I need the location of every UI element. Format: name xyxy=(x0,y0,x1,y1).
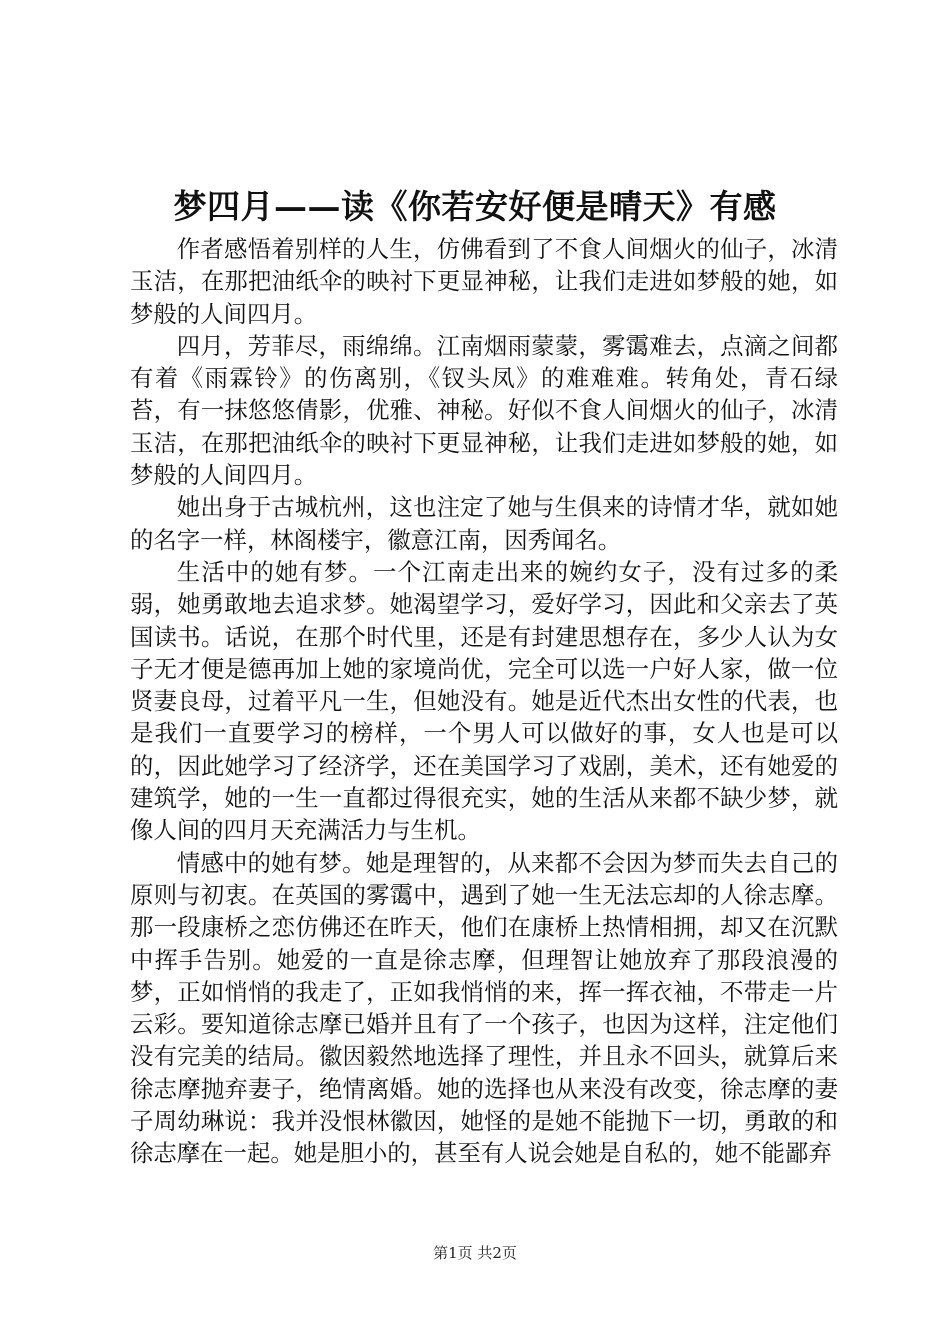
paragraph-1: 作者感悟着别样的人生，仿佛看到了不食人间烟火的仙子，冰清玉洁，在那把油纸伞的映衬下更显神秘，让我们走进如梦般的她，如梦般的人间四月。 xyxy=(130,235,838,328)
paragraph-4: 生活中的她有梦。一个江南走出来的婉约女子，没有过多的柔弱，她勇敢地去追求梦。她渴望学习，爱好学习，因此和父亲去了英国读书。话说，在那个时代里，还是有封建思想存在，多少人认为女子无才便是德再加上她的家境尚优，完全可以选一户好人家，做一位贤妻良母，过着平凡一生，但她没有。她是近代杰出女性的代表，也是我们一直要学习的榜样，一个男人可以做好的事，女人也是可以的，因此她学习了经济学，还在美国学习了戏剧，美术，还有她爱的建筑学，她的一生一直都过得很充实，她的生活从来都不缺少梦，就像人间的四月天充满活力与生机。 xyxy=(130,557,838,845)
paragraph-2: 四月，芳菲尽，雨绵绵。江南烟雨蒙蒙，雾霭难去，点滴之间都有着《雨霖铃》的伤离别，《钗头凤》的难难难。转角处，青石绿苔，有一抹悠悠倩影，优雅、神秘。好似不食人间烟火的仙子，冰清玉洁，在那把油纸伞的映衬下更显神秘，让我们走进如梦般的她，如梦般的人间四月。 xyxy=(130,331,838,490)
document-title: 梦四月——读《你若安好便是晴天》有感 xyxy=(173,187,777,226)
paragraph-5: 情感中的她有梦。她是理智的，从来都不会因为梦而失去自己的原则与初衷。在英国的雾霭中，遇到了她一生无法忘却的人徐志摩。那一段康桥之恋仿佛还在昨天，他们在康桥上热情相拥，却又在沉默中挥手告别。她爱的一直是徐志摩，但理智让她放弃了那段浪漫的梦，正如悄悄的我走了，正如我悄悄的来，挥一挥衣袖，不带走一片云彩。要知道徐志摩已婚并且有了一个孩子，也因为这样，注定他们没有完美的结局。徽因毅然地选择了理性，并且永不回头，就算后来徐志摩抛弃妻子，绝情离婚。她的选择也从来没有改变，徐志摩的妻子周幼琳说：我并没恨林徽因，她怪的是她不能抛下一切，勇敢的和徐志摩在一起。她是胆小的，甚至有人说会她是自私的，她不能鄙弃 xyxy=(130,848,838,1168)
page-footer: 第1页 共2页 xyxy=(433,1244,517,1262)
paragraph-3: 她出身于古城杭州，这也注定了她与生俱来的诗情才华，就如她的名字一样，林阁楼宇，徽意江南，因秀闻名。 xyxy=(130,493,838,554)
document-body xyxy=(130,233,838,1170)
